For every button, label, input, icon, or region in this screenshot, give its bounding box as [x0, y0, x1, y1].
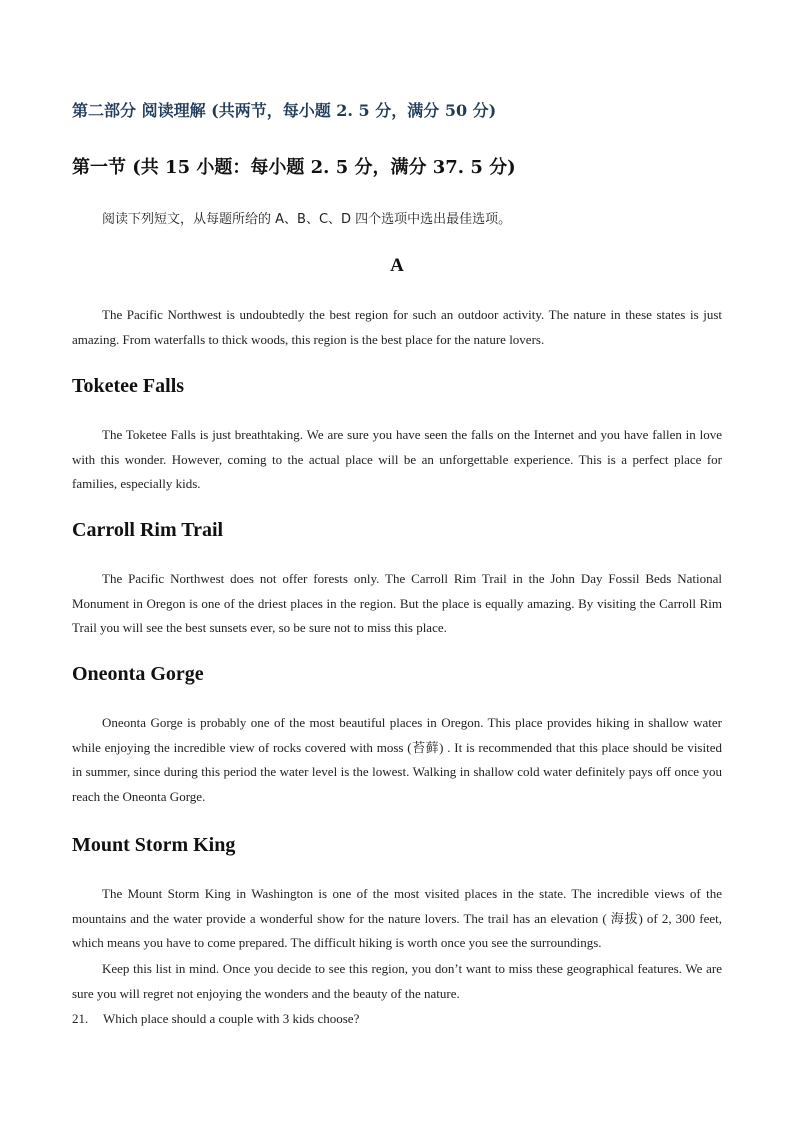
section-body-carroll-rim-trail: The Pacific Northwest does not offer forests only. The Carroll Rim Trail in the John Day Fossil Beds National Monument in Oregon is one of the driest places in the region. But the place is equally amazing. By visiting the Carroll Rim Trail you will see the best sunsets ever, so be sure not to miss this place.: [72, 571, 722, 635]
section-title-mount-storm-king: Mount Storm King: [72, 834, 236, 856]
section-heading: 第一节 (共 15 小题：每小题 2. 5 分，满分 37. 5 分): [72, 157, 516, 178]
part-heading: 第二部分 阅读理解 (共两节，每小题 2. 5 分，满分 50 分): [72, 101, 497, 120]
section-body-mount-storm-king: The Mount Storm King in Washington is one of the most visited places in the state. The incredible views of the mountains and the water provide a wonderful show for the nature lovers. The trail has an elevation ( 海拔) of 2, 300 feet, which means you have to come prepared. The difficult hiking is worth once you see the surroundings.: [72, 886, 722, 950]
passage-closing: Keep this list in mind. Once you decide to see this region, you don’t want to miss these geographical features. We are sure you will regret not enjoying the wonders and the beauty of the nature.: [72, 961, 722, 1001]
section-body-oneonta-gorge: Oneonta Gorge is probably one of the most beautiful places in Oregon. This place provides hiking in shallow water while enjoying the incredible view of rocks covered with moss (苔藓) . It is recommended that this place should be visited in summer, since during this period the water level is the lowest. Walking in shallow cold water definitely pays off once you reach the Oneonta Gorge.: [72, 715, 722, 804]
section-title-oneonta-gorge: Oneonta Gorge: [72, 663, 204, 685]
passage-intro: The Pacific Northwest is undoubtedly the best region for such an outdoor activity. The nature in these states is just amazing. From waterfalls to thick woods, this region is the best place for the nature lovers.: [72, 307, 722, 347]
question-text: Which place should a couple with 3 kids choose?: [103, 1011, 360, 1026]
question-21: [72, 1011, 359, 1027]
section-title-toketee-falls: Toketee Falls: [72, 375, 185, 397]
instruction-text: 阅读下列短文，从每题所给的 A、B、C、D 四个选项中选出最佳选项。: [102, 212, 512, 227]
passage-letter: A: [390, 255, 404, 276]
question-number: 21.: [72, 1011, 89, 1026]
section-title-carroll-rim-trail: Carroll Rim Trail: [72, 519, 224, 541]
section-body-toketee-falls: The Toketee Falls is just breathtaking. We are sure you have seen the falls on the Internet and you have fallen in love with this wonder. However, coming to the actual place will be an unforgettable experience. This is a perfect place for families, especially kids.: [72, 427, 722, 491]
